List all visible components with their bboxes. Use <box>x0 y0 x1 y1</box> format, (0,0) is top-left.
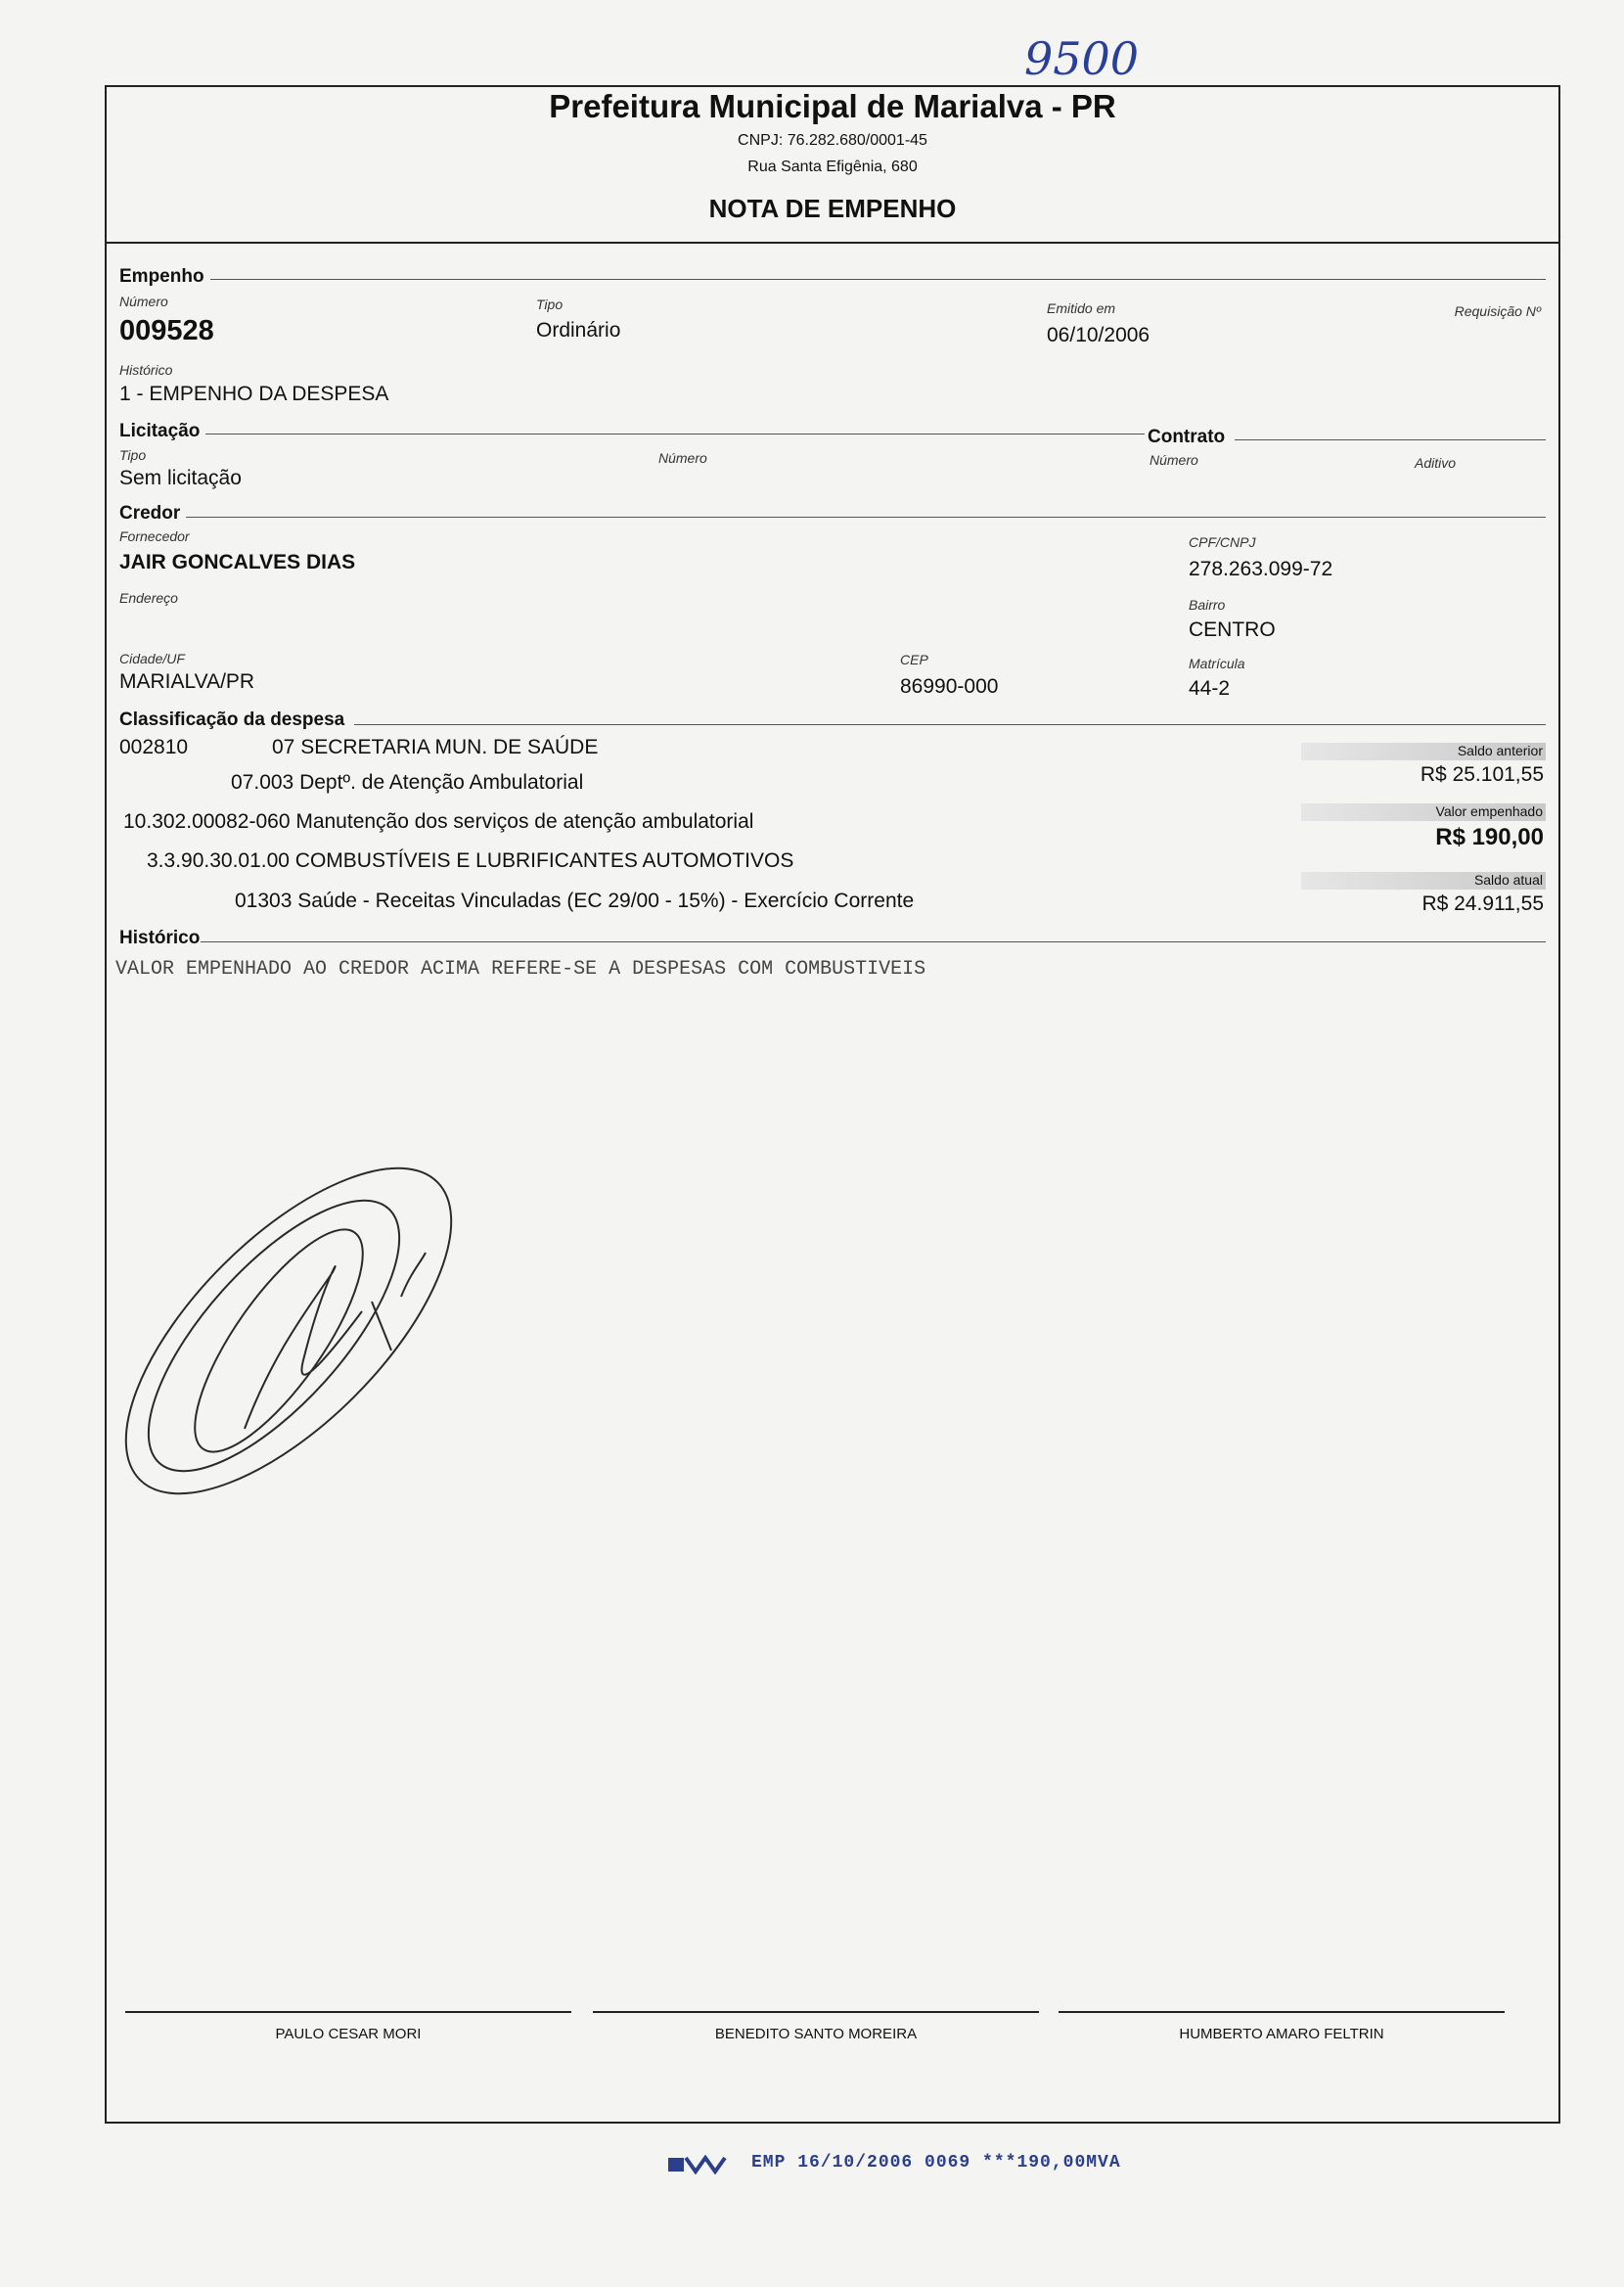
bairro-value: CENTRO <box>1189 618 1276 641</box>
contrato-section-title: Contrato <box>1148 427 1226 447</box>
signature-line-2 <box>593 2011 1039 2013</box>
emitido-value: 06/10/2006 <box>1047 324 1150 346</box>
handwritten-number <box>1022 29 1169 88</box>
signatory-3: HUMBERTO AMARO FELTRIN <box>1179 2026 1384 2042</box>
historico-empenho-label: Histórico <box>119 362 173 378</box>
historico-empenho-value: 1 - EMPENHO DA DESPESA <box>119 383 389 405</box>
signature-drawing <box>78 1135 509 1527</box>
cpf-value: 278.263.099-72 <box>1189 558 1333 580</box>
classificacao-rule <box>354 724 1546 725</box>
classificacao-line-1: 07 SECRETARIA MUN. DE SAÚDE <box>272 736 599 758</box>
header-divider <box>105 242 1560 244</box>
historico-section-title: Histórico <box>119 928 201 948</box>
cidade-label: Cidade/UF <box>119 651 185 666</box>
handwritten-number-drawing <box>1022 29 1169 88</box>
valor-empenhado-value: R$ 190,00 <box>1435 824 1544 850</box>
emitido-label: Emitido em <box>1047 300 1116 316</box>
footer-stamp-icon <box>668 2155 727 2174</box>
empenho-rule <box>210 279 1546 280</box>
fornecedor-value: JAIR GONCALVES DIAS <box>119 551 356 573</box>
numero-label: Número <box>119 294 168 309</box>
saldo-anterior-label: Saldo anterior <box>1457 743 1543 758</box>
signature-line-1 <box>125 2011 571 2013</box>
cidade-value: MARIALVA/PR <box>119 670 255 693</box>
saldo-anterior-value: R$ 25.101,55 <box>1420 763 1544 786</box>
requisicao-label: Requisição Nº <box>1454 303 1541 319</box>
contrato-numero-label: Número <box>1150 452 1198 468</box>
classificacao-line-4: 3.3.90.30.01.00 COMBUSTÍVEIS E LUBRIFICANTES AUTOMOTIVOS <box>147 849 794 872</box>
fornecedor-label: Fornecedor <box>119 528 190 544</box>
bairro-label: Bairro <box>1189 597 1226 613</box>
licitacao-tipo-value: Sem licitação <box>119 467 242 489</box>
address-text: Rua Santa Efigênia, 680 <box>747 159 918 175</box>
historico-text: VALOR EMPENHADO AO CREDOR ACIMA REFERE-SE A DESPESAS COM COMBUSTIVEIS <box>115 958 926 981</box>
document-title: NOTA DE EMPENHO <box>708 194 957 223</box>
empenho-section-title: Empenho <box>119 266 204 287</box>
page-title: Prefeitura Municipal de Marialva - PR <box>549 88 1116 124</box>
classificacao-line-5: 01303 Saúde - Receitas Vinculadas (EC 29/00 - 15%) - Exercício Corrente <box>235 890 915 912</box>
stamp-logo-icon <box>668 2155 727 2174</box>
contrato-rule <box>1235 439 1546 440</box>
credor-rule <box>186 517 1546 518</box>
endereco-label: Endereço <box>119 590 178 606</box>
classificacao-section-title: Classificação da despesa <box>119 709 345 730</box>
matricula-value: 44-2 <box>1189 677 1231 700</box>
licitacao-section-title: Licitação <box>119 421 201 441</box>
signature-line-3 <box>1059 2011 1505 2013</box>
saldo-atual-value: R$ 24.911,55 <box>1421 892 1544 915</box>
saldo-atual-label: Saldo atual <box>1473 872 1543 888</box>
svg-text:9500: 9500 <box>1024 32 1140 85</box>
cep-value: 86990-000 <box>900 675 999 698</box>
credor-section-title: Credor <box>119 503 181 524</box>
valor-empenhado-label: Valor empenhado <box>1435 803 1543 819</box>
classificacao-line-2: 07.003 Deptº. de Atenção Ambulatorial <box>231 771 584 794</box>
cpf-label: CPF/CNPJ <box>1189 534 1256 550</box>
classificacao-line-3: 10.302.00082-060 Manutenção dos serviços de atenção ambulatorial <box>123 810 754 833</box>
contrato-aditivo-label: Aditivo <box>1415 455 1457 471</box>
licitacao-tipo-label: Tipo <box>119 447 147 463</box>
matricula-label: Matrícula <box>1189 656 1245 671</box>
signatory-2: BENEDITO SANTO MOREIRA <box>714 2026 918 2042</box>
historico-rule <box>201 941 1546 942</box>
handwritten-signature <box>78 1135 509 1527</box>
licitacao-rule <box>205 434 1145 435</box>
licitacao-numero-label: Número <box>658 450 707 466</box>
cep-label: CEP <box>900 652 928 667</box>
cnpj-text: CNPJ: 76.282.680/0001-45 <box>738 132 927 149</box>
signatory-1: PAULO CESAR MORI <box>275 2026 422 2042</box>
classificacao-code: 002810 <box>119 736 189 758</box>
empenho-number: 009528 <box>119 315 214 346</box>
tipo-label: Tipo <box>536 297 564 312</box>
footer-stamp-text: EMP 16/10/2006 0069 ***190,00MVA <box>751 2153 1121 2173</box>
tipo-value: Ordinário <box>536 319 621 342</box>
